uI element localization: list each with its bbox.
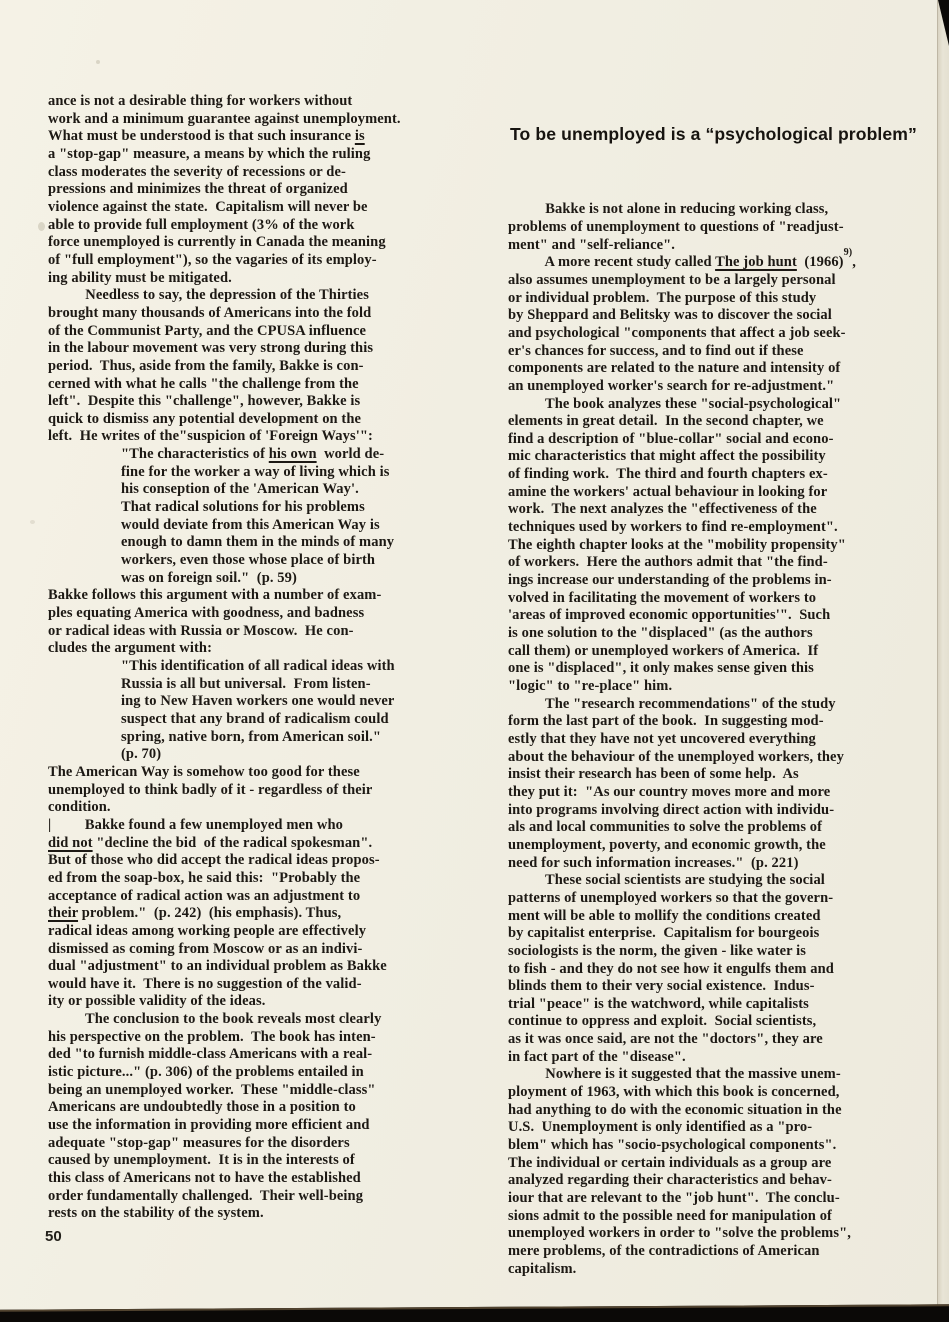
page-number: 50 [45, 1228, 62, 1245]
text-line: in fact part of the "disease". [508, 1048, 686, 1065]
text-line: his perspective on the problem. The book has inten- [48, 1028, 376, 1045]
right-column [508, 91, 942, 1314]
text-line: Bakke follows this argument with a number of exam- [48, 587, 382, 604]
text-line: ployment of 1963, with which this book is concerned, [508, 1084, 840, 1101]
text-line: need for such information increases." (p. 221) [508, 854, 799, 871]
text-line: period. Thus, aside from the family, Bakke is con- [48, 357, 364, 374]
text-line: ded "to furnish middle-class Americans with a real- [48, 1046, 373, 1063]
text-line: istic picture..." (p. 306) of the problems entailed in [48, 1064, 364, 1081]
text-line: "logic" to "re-place" him. [508, 678, 673, 694]
text-line: A more recent study called The job hunt $(1966)^{9)}$, [508, 246, 856, 271]
text-line: a "stop-gap" measure, a means by which the ruling [48, 145, 371, 162]
text-line: trial "peace" is the watchword, while capitalists [508, 995, 809, 1012]
text-line: sions admit to the possible need for manipulation of [508, 1207, 832, 1224]
text-line: iour that are relevant to the "job hunt". The conclu- [508, 1190, 840, 1207]
paragraph [508, 246, 942, 395]
text-line: These social scientists are studying the social [508, 872, 825, 889]
text-line: ance is not a desirable thing for workers without [48, 93, 353, 109]
text-line: had anything to do with the economic situation in the [508, 1101, 842, 1118]
text-line: work. The next analyzes the "effectiveness of the [508, 501, 817, 518]
paper-speck [30, 520, 35, 524]
text-line: by capitalist enterprise. Capitalism for bourgeois [508, 925, 820, 942]
text-line: amine the workers' actual behaviour in looking for [508, 483, 828, 500]
scan-bottom-edge [0, 1304, 949, 1322]
text-line: ing to New Haven workers one would never [121, 693, 395, 710]
text-line: ing ability must be mitigated. [48, 269, 232, 286]
paragraph [121, 658, 488, 764]
text-line: an unemployed worker's search for re-adjustment." [508, 377, 835, 394]
text-line: and psychological "components that affect a job seek- [508, 324, 846, 341]
paragraph [48, 587, 488, 658]
text-line: But of those who did accept the radical ideas propos- [48, 852, 380, 869]
text-line: condition. [48, 799, 111, 816]
text-line: (p. 70) [121, 746, 162, 763]
text-line: What must be understood is that such insurance is [48, 128, 365, 145]
text-line: U.S. Unemployment is only identified as a "pro- [508, 1119, 813, 1136]
text-line: insist their research has been of some help. As [508, 766, 799, 783]
text-line: quick to dismiss any potential development on the [48, 410, 362, 427]
paragraph [508, 396, 942, 696]
text-line: left. He writes of the"suspicion of 'Foreign Ways'": [48, 428, 373, 445]
text-line: or radical ideas with Russia or Moscow. He con- [48, 622, 354, 639]
text-line: blem" which has "socio-psychological components". [508, 1137, 837, 1154]
text-line: cludes the argument with: [48, 640, 213, 657]
text-line: violence against the state. Capitalism will never be [48, 198, 368, 215]
text-line: did not "decline the bid of the radical spokesman". [48, 834, 373, 851]
text-line: components are related to the nature and intensity of [508, 360, 841, 377]
text-line: The American Way is somehow too good for these [48, 763, 360, 780]
text-line: was on foreign soil." (p. 59) [121, 569, 297, 586]
text-line: in the labour movement was very strong during this [48, 340, 374, 357]
text-line: Americans are undoubtedly those in a position to [48, 1099, 356, 1116]
text-line: ment will be able to mollify the conditions created [508, 907, 821, 924]
text-line: unemployed workers in order to "solve the problems", [508, 1225, 851, 1242]
text-line: workers, even those whose place of birth [121, 552, 376, 569]
paragraph [48, 764, 488, 817]
text-line: brought many thousands of Americans into the fold [48, 304, 372, 321]
text-line: able to provide full employment (3% of the work [48, 216, 355, 233]
text-line: they put it: "As our country moves more and more [508, 783, 831, 800]
text-line: of the Communist Party, and the CPUSA influence [48, 322, 367, 339]
text-line: The conclusion to the book reveals most clearly [48, 1011, 382, 1028]
text-line: sociologists is the norm, the given - like water is [508, 942, 807, 959]
text-line: by Sheppard and Belitsky was to discover the social [508, 307, 832, 324]
text-line: Bakke is not alone in reducing working class, [508, 201, 829, 218]
text-line: about the behaviour of the unemployed workers, they [508, 748, 844, 765]
text-line: into programs involving direct action with individu- [508, 801, 835, 818]
paragraph [48, 817, 488, 1011]
text-line: The eighth chapter looks at the "mobility propensity" [508, 536, 846, 553]
text-line: The individual or certain individuals as a group are [508, 1154, 832, 1171]
text-line: dismissed as coming from Moscow or as an indivi- [48, 940, 363, 957]
text-line: fine for the worker a way of living which is [121, 463, 390, 480]
text-line: force unemployed is currently in Canada the meaning [48, 234, 386, 251]
text-line: suspect that any brand of radicalism could [121, 710, 389, 727]
text-line: | Bakke found a few unemployed men who [48, 816, 344, 833]
text-line: of workers. Here the authors admit that "the find- [508, 554, 828, 571]
text-line: of finding work. The third and fourth chapters ex- [508, 466, 828, 483]
text-line: Needless to say, the depression of the Thirties [48, 287, 369, 304]
text-line: als and local communities to solve the problems of [508, 819, 823, 836]
text-line: unemployed to think badly of it - regardless of their [48, 781, 373, 798]
text-line: of "full employment"), so the vagaries of its employ- [48, 251, 377, 268]
text-line: class moderates the severity of recessions or de- [48, 163, 346, 180]
text-line: call them) or unemployed workers of America. If [508, 642, 819, 659]
text-line: mic characteristics that might affect the possibility [508, 448, 826, 465]
text-line: The "research recommendations" of the study [508, 695, 836, 712]
text-line: work and a minimum guarantee against unemployment. [48, 110, 401, 127]
text-line: "The characteristics of his own world de- [121, 446, 385, 463]
text-line: also assumes unemployment to be a largely personal [508, 271, 836, 288]
text-line: techniques used by workers to find re-employment". [508, 519, 838, 536]
text-line: ings increase our understanding of the problems in- [508, 572, 832, 589]
text-line: left". Despite this "challenge", however, Bakke is [48, 393, 361, 410]
text-line: to fish - and they do not see how it engulfs them and [508, 960, 834, 977]
text-line: their problem." (p. 242) (his emphasis). Thus, [48, 905, 342, 922]
paper-speck [38, 222, 45, 231]
text-line: would have it. There is no suggestion of the valid- [48, 975, 362, 992]
text-line: The book analyzes these "social-psychological" [508, 395, 842, 412]
text-line: "This identification of all radical ideas with [121, 658, 395, 674]
section-heading: To be unemployed is a “psychological problem” [510, 124, 917, 145]
text-line: unemployment, poverty, and economic growth, the [508, 836, 826, 853]
text-line: form the last part of the book. In suggesting mod- [508, 713, 824, 730]
text-line: patterns of unemployed workers so that the govern- [508, 889, 834, 906]
text-line: cerned with what he calls "the challenge from the [48, 375, 359, 392]
text-line: continue to oppress and exploit. Social scientists, [508, 1013, 817, 1030]
text-line: ed from the soap-box, he said this: "Probably the [48, 869, 361, 886]
text-line: his conseption of the 'American Way'. [121, 481, 359, 498]
text-line: problems of unemployment to questions of "readjust- [508, 218, 844, 235]
paragraph [48, 287, 488, 446]
text-line: order fundamentally challenged. Their well-being [48, 1187, 364, 1204]
text-line: or individual problem. The purpose of this study [508, 289, 817, 306]
page-edge-shadow [937, 0, 949, 1322]
paragraph [508, 1066, 942, 1278]
text-line: Nowhere is it suggested that the massive unem- [508, 1066, 841, 1083]
text-line: is one solution to the "displaced" (as the authors [508, 625, 813, 642]
text-line: this class of Americans not to have the established [48, 1170, 361, 1187]
text-line: radical ideas among working people are effectively [48, 922, 367, 939]
left-column [48, 93, 488, 1223]
text-line: analyzed regarding their characteristics and behav- [508, 1172, 832, 1189]
text-line: blinds them to their very social existence. Indus- [508, 978, 815, 995]
text-line: caused by unemployment. It is in the interests of [48, 1152, 355, 1169]
text-line: er's chances for success, and to find out if these [508, 342, 804, 359]
text-line: being an unemployed worker. These "middle-class" [48, 1081, 376, 1098]
text-line: capitalism. [508, 1260, 577, 1277]
text-line: estly that they have not yet uncovered everything [508, 730, 816, 747]
text-line: adequate "stop-gap" measures for the disorders [48, 1134, 350, 1151]
text-line: dual "adjustment" to an individual problem as Bakke [48, 958, 387, 975]
text-line: use the information in providing more efficient and [48, 1117, 370, 1134]
text-line: elements in great detail. In the second chapter, we [508, 413, 824, 430]
paragraph [508, 872, 942, 1066]
text-line: would deviate from this American Way is [121, 516, 380, 533]
text-line: pressions and minimizes the threat of organized [48, 181, 348, 198]
paragraph [508, 696, 942, 873]
text-line: spring, native born, from American soil." [121, 728, 381, 745]
paragraph [48, 93, 488, 287]
text-line: as it was once said, are not the "doctors", they are [508, 1031, 823, 1048]
paper-speck [96, 60, 100, 64]
text-line: one is "displaced", it only makes sense given this [508, 660, 814, 677]
text-line: acceptance of radical action was an adjustment to [48, 887, 361, 904]
paragraph [508, 201, 942, 254]
text-line: enough to damn them in the minds of many [121, 534, 395, 551]
paragraph [48, 1011, 488, 1223]
text-line: ples equating America with goodness, and badness [48, 605, 365, 622]
text-line: 'areas of improved economic opportunities'". Such [508, 607, 831, 624]
text-line: That radical solutions for his problems [121, 499, 365, 516]
right-column-body [508, 201, 942, 1278]
text-line: ity or possible validity of the ideas. [48, 993, 266, 1010]
text-line: mere problems, of the contradictions of American [508, 1243, 820, 1259]
text-line: find a description of "blue-collar" social and econo- [508, 430, 834, 447]
paragraph [121, 446, 488, 587]
text-line: rests on the stability of the system. [48, 1205, 264, 1222]
text-line: ment" and "self-reliance". [508, 236, 676, 253]
text-line: Russia is all but universal. From listen- [121, 675, 371, 692]
text-line: volved in facilitating the movement of workers to [508, 589, 817, 606]
